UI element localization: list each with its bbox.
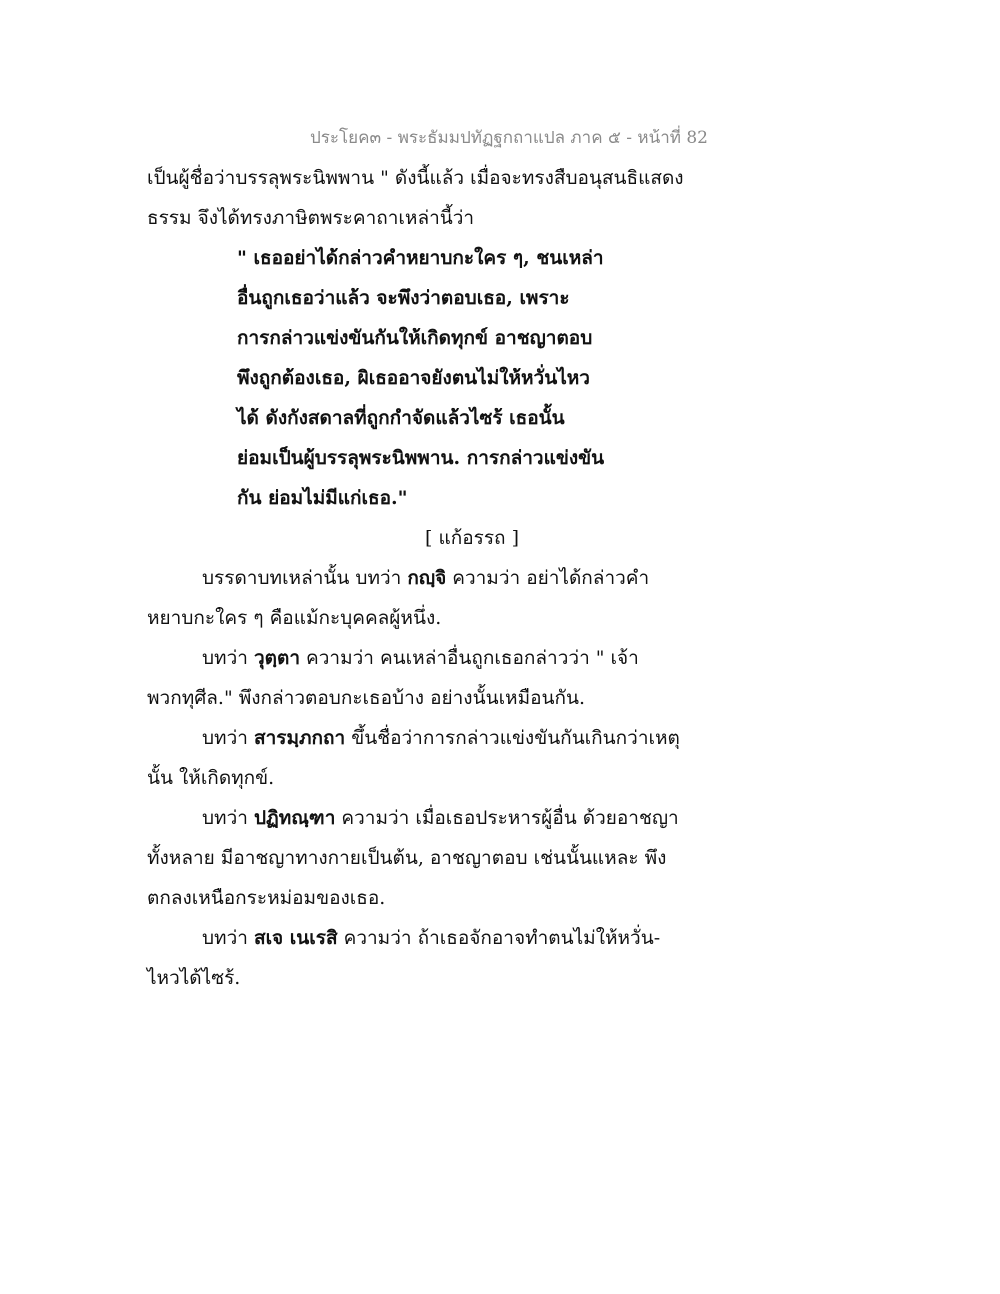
commentary-p4-line-1 bbox=[147, 798, 727, 838]
commentary-p5-line-2: ไหวได้ไซร้. bbox=[147, 967, 241, 989]
commentary-p4-line-2: ทั้งหลาย มีอาชญาทางกายเป็นต้น, อาชญาตอบ เช่นนั้นแหละ พึง bbox=[147, 847, 667, 869]
commentary-p4-line-3: ตกลงเหนือกระหม่อมของเธอ. bbox=[147, 887, 386, 909]
p3-term: สารมฺภกถา bbox=[253, 727, 346, 749]
commentary-p1-line-1 bbox=[147, 558, 727, 598]
commentary-p2-line-1 bbox=[147, 638, 727, 678]
page-body bbox=[147, 158, 727, 998]
p4-suffix: ความว่า เมื่อเธอประหารผู้อื่น ด้วยอาชญา bbox=[335, 807, 679, 829]
p2-term: วุตฺตา bbox=[253, 647, 300, 669]
section-heading: [ แก้อรรถ ] bbox=[425, 527, 519, 549]
p2-suffix: ความว่า คนเหล่าอื่นถูกเธอกล่าวว่า " เจ้า bbox=[299, 647, 639, 669]
verse-line-6: ย่อมเป็นผู้บรรลุพระนิพพาน. การกล่าวแข่งขัน bbox=[237, 447, 605, 469]
p1-term: กญฺจิ bbox=[407, 567, 447, 589]
commentary-p1-line-2: หยาบกะใคร ๆ คือแม้กะบุคคลผู้หนึ่ง. bbox=[147, 607, 442, 629]
intro-line-2: ธรรม จึงได้ทรงภาษิตพระคาถาเหล่านี้ว่า bbox=[147, 207, 475, 229]
commentary-p5-line-1 bbox=[147, 918, 727, 958]
intro-line-1: เป็นผู้ชื่อว่าบรรลุพระนิพพาน " ดังนี้แล้ว เมื่อจะทรงสืบอนุสนธิแสดง bbox=[147, 167, 684, 189]
p4-prefix: บทว่า bbox=[202, 807, 254, 829]
p4-term: ปฏิทณฺฑา bbox=[253, 807, 336, 829]
commentary-p3-line-1 bbox=[147, 718, 727, 758]
verse-line-4: พึงถูกต้องเธอ, ผิเธออาจยังตนไม่ให้หวั่นไหว bbox=[237, 367, 590, 389]
verse-line-7: กัน ย่อมไม่มีแก่เธอ." bbox=[237, 487, 408, 509]
verse-line-5: ได้ ดังกังสดาลที่ถูกกำจัดแล้วไซร้ เธอนั้น bbox=[237, 407, 565, 429]
p5-prefix: บทว่า bbox=[202, 927, 254, 949]
running-head: ประโยค๓ - พระธัมมปทัฏฐกถาแปล ภาค ๕ - หน้าที่ 82 bbox=[310, 128, 708, 148]
p3-prefix: บทว่า bbox=[202, 727, 254, 749]
p3-suffix: ขึ้นชื่อว่าการกล่าวแข่งขันกันเกินกว่าเหตุ bbox=[345, 727, 680, 749]
p5-term: สเจ เนเรสิ bbox=[253, 927, 338, 949]
verse-line-2: อื่นถูกเธอว่าแล้ว จะพึงว่าตอบเธอ, เพราะ bbox=[237, 287, 570, 309]
p1-suffix: ความว่า อย่าได้กล่าวคำ bbox=[446, 567, 650, 589]
p2-prefix: บทว่า bbox=[202, 647, 254, 669]
verse-line-3: การกล่าวแข่งขันกันให้เกิดทุกข์ อาชญาตอบ bbox=[237, 327, 593, 349]
verse-line-1: " เธออย่าได้กล่าวคำหยาบกะใคร ๆ, ชนเหล่า bbox=[237, 247, 604, 269]
p1-prefix: บรรดาบทเหล่านั้น บทว่า bbox=[202, 567, 408, 589]
commentary-p2-line-2: พวกทุศีล." พึงกล่าวตอบกะเธอบ้าง อย่างนั้นเหมือนกัน. bbox=[147, 687, 586, 709]
commentary-p3-line-2: นั้น ให้เกิดทุกข์. bbox=[147, 767, 275, 789]
p5-suffix: ความว่า ถ้าเธอจักอาจทำตนไม่ให้หวั่น- bbox=[337, 927, 661, 949]
